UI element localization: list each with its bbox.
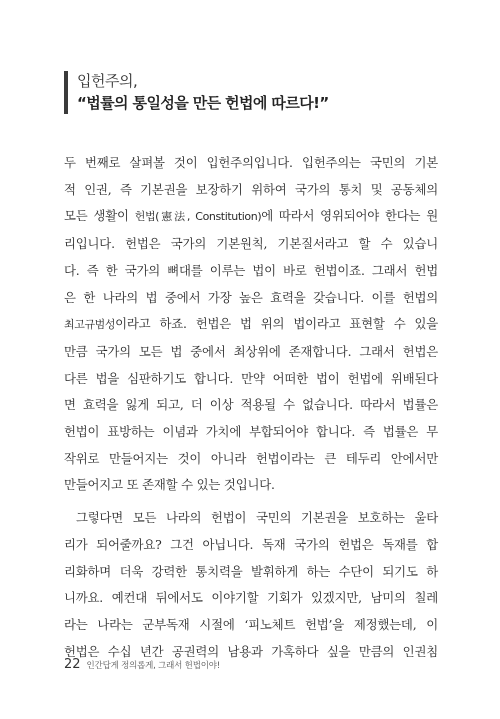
text-line: 니까요. 예컨대 뒤에서도 이야기할 기회가 있겠지만, 남미의 칠레: [64, 590, 438, 606]
section-heading: [64, 71, 329, 114]
text-segment: 이라고 하죠. 헌법은 법 위의 법이라고 표현할 수 있을: [115, 316, 438, 332]
text-line: 헌법은 수십 년간 공권력의 남용과 가혹하다 싶을 만큼의 인권침: [64, 643, 438, 659]
section-title: “법률의 통일성을 만든 헌법에 따르다!”: [77, 94, 329, 112]
text-line: [64, 311, 438, 339]
text-line: 적 인권, 즉 기본권을 보장하기 위하여 국가의 통치 및 공동체의: [64, 181, 438, 197]
running-title: 인간답게 정의롭게, 그래서 헌법이야!: [86, 661, 220, 671]
body-text: [64, 150, 438, 665]
text-line: 헌법이 표방하는 이념과 가치에 부합되어야 합니다. 즉 법률은 무: [64, 424, 438, 440]
text-line: 리가 되어줄까요? 그건 아닙니다. 독재 국가의 헌법은 독재를 합: [64, 536, 438, 552]
text-line: 다른 법을 심판하기도 합니다. 만약 어떠한 법이 헌법에 위배된다: [64, 370, 438, 386]
page-footer: [64, 657, 220, 672]
page-number: 22: [64, 657, 81, 672]
text-line: 리화하며 더욱 강력한 통치력을 발휘하게 하는 수단이 되기도 하: [64, 563, 438, 579]
text-segment: 모든 생활이: [64, 208, 135, 224]
text-line: 리입니다. 헌법은 국가의 기본원칙, 기본질서라고 할 수 있습니: [64, 236, 438, 252]
section-subtitle: 입헌주의,: [77, 72, 138, 90]
text-line: 만들어지고 또 존재할 수 있는 것입니다.: [64, 477, 275, 493]
text-line: 라는 나라는 군부독재 시절에 ‘피노체트 헌법’을 제정했는데, 이: [64, 616, 438, 632]
text-line: 은 한 나라의 법 중에서 가장 높은 효력을 갖습니다. 이를 헌법의: [64, 289, 438, 305]
text-line: 그렇다면 모든 나라의 헌법이 국민의 기본권을 보호하는 울타: [76, 510, 438, 526]
text-line: 다. 즉 한 국가의 뼈대를 이루는 법이 바로 헌법이죠. 그래서 헌법: [64, 262, 438, 278]
text-line: 작위로 만들어지는 것이 아니라 헌법이라는 큰 테두리 안에서만: [64, 450, 438, 466]
text-line: 면 효력을 잃게 되고, 더 이상 적용될 수 없습니다. 따라서 법률은: [64, 397, 438, 413]
text-segment: 에 따라서 영위되어야 한다는 원: [261, 208, 438, 224]
text-line: 두 번째로 살펴볼 것이 입헌주의입니다. 입헌주의는 국민의 기본: [64, 155, 438, 170]
supremacy-term: 최고규범성: [64, 318, 116, 332]
text-line: 만큼 국가의 모든 법 중에서 최상위에 존재합니다. 그래서 헌법은: [64, 343, 438, 359]
text-line: [64, 203, 438, 231]
constitution-term: 헌법(憲法, Constitution): [134, 210, 262, 224]
